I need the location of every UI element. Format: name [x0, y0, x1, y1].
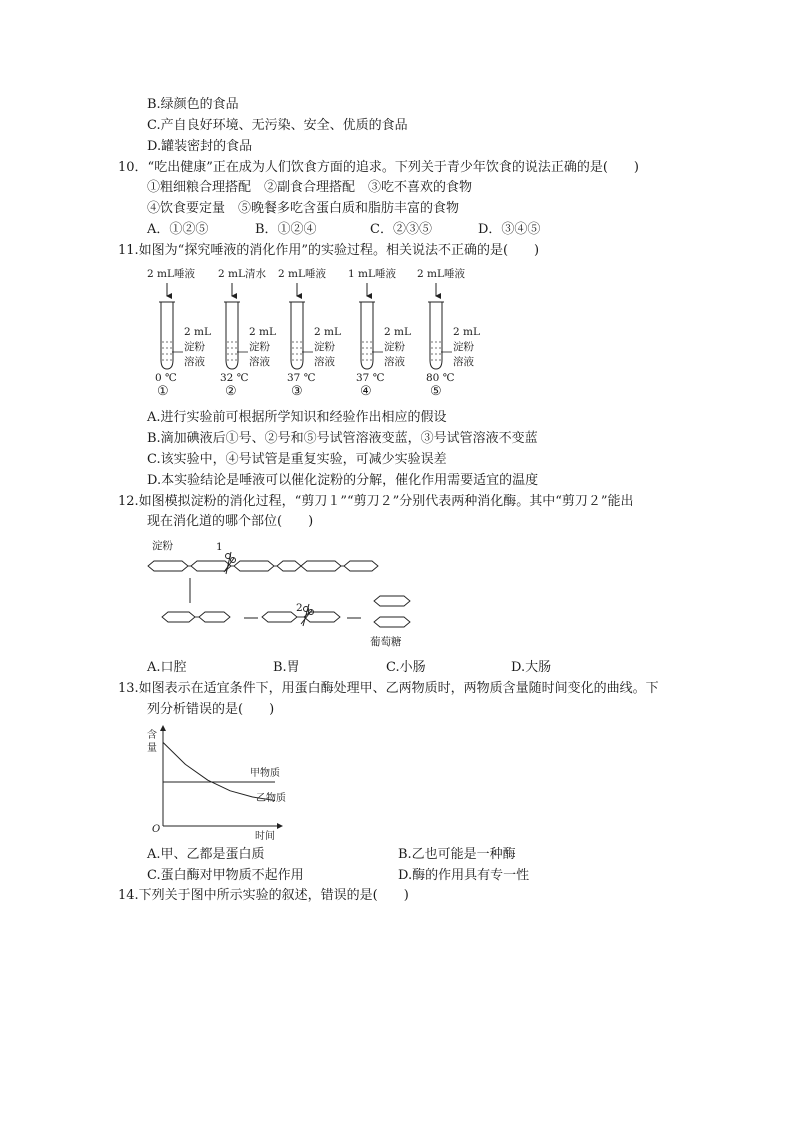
tube-4-label-3: 溶液 [384, 356, 405, 368]
q10-option-d: D．③④⑤ [478, 222, 541, 237]
tube-4-label-2: 淀粉 [384, 341, 405, 353]
tube-1-number: ① [157, 384, 169, 399]
tube-5-label-1: 2 mL [453, 326, 480, 338]
q13-option-b: B.乙也可能是一种酶 [398, 847, 516, 862]
q10-option-b: B．①②④ [255, 222, 317, 237]
glucose-label: 葡萄糖 [370, 636, 402, 648]
tube-2-label-3: 溶液 [249, 356, 270, 368]
tube-5-reagent: 2 mL唾液 [417, 268, 465, 280]
tube-5-label-3: 溶液 [453, 356, 474, 368]
q13-option-a: A.甲、乙都是蛋白质 [147, 847, 265, 862]
tube-5-temperature: 80 ℃ [426, 372, 455, 384]
tube-2-label-2: 淀粉 [249, 341, 270, 353]
tube-2-number: ② [225, 384, 237, 399]
q10-option-a: A．①②⑤ [147, 222, 209, 237]
tube-3-label-2: 淀粉 [314, 341, 335, 353]
q10-statements-2: ④饮食要定量 ⑤晚餐多吃含蛋白质和脂肪丰富的食物 [147, 201, 460, 216]
q11-stem: 11.如图为“探究唾液的消化作用”的实验过程。相关说法不正确的是( ) [118, 243, 540, 258]
q9-option-d: D.罐装密封的食品 [147, 139, 253, 154]
q12-stem-line-2: 现在消化道的哪个部位( ) [147, 514, 314, 529]
starch-label: 淀粉 [152, 540, 173, 552]
chart-xlabel: 时间 [255, 831, 275, 842]
series-label-yi: 乙物质 [256, 793, 286, 804]
tube-4-temperature: 37 ℃ [356, 372, 385, 384]
q12-option-b: B.胃 [273, 660, 300, 675]
chart-ylabel-1: 含 [147, 730, 157, 741]
q14-stem: 14.下列关于图中所示实验的叙述，错误的是( ) [118, 888, 409, 903]
q12-option-a: A.口腔 [147, 660, 187, 675]
tube-1-temperature: 0 ℃ [155, 372, 177, 384]
q13-stem-line-2: 列分析错误的是( ) [147, 702, 275, 717]
tube-3-temperature: 37 ℃ [287, 372, 316, 384]
tube-4-reagent: 1 mL唾液 [348, 268, 396, 280]
tube-5-label-2: 淀粉 [453, 341, 474, 353]
series-label-jia: 甲物质 [250, 768, 280, 779]
series-line-yi [163, 742, 275, 800]
tube-2-temperature: 32 ℃ [220, 372, 249, 384]
tube-3-reagent: 2 mL唾液 [278, 268, 326, 280]
scissor-1-label: 1 [216, 541, 223, 553]
q11-option-a: A.进行实验前可根据所学知识和经验作出相应的假设 [147, 410, 447, 425]
chart-ylabel-2: 量 [147, 743, 157, 754]
tube-1-label-1: 2 mL [184, 326, 211, 338]
tube-4-number: ④ [360, 384, 372, 399]
q13-option-d: D.酶的作用具有专一性 [398, 868, 530, 883]
tube-2-reagent: 2 mL清水 [218, 268, 266, 280]
tube-1-label-2: 淀粉 [184, 341, 205, 353]
q12-stem-line-1: 12.如图模拟淀粉的消化过程，“剪刀１”“剪刀２”分别代表两种消化酶。其中“剪刀２”能出 [118, 494, 634, 509]
chart-origin: O [152, 824, 161, 835]
scissor-2-label: 2 [296, 602, 303, 614]
q13-option-c: C.蛋白酶对甲物质不起作用 [147, 868, 304, 883]
tube-2-label-1: 2 mL [249, 326, 276, 338]
q9-option-c: C.产自良好环境、无污染、安全、优质的食品 [147, 118, 408, 133]
q11-option-d: D.本实验结论是唾液可以催化淀粉的分解，催化作用需要适宜的温度 [147, 473, 539, 488]
tube-4-label-1: 2 mL [384, 326, 411, 338]
q11-option-b: B.滴加碘液后①号、②号和⑤号试管溶液变蓝，③号试管溶液不变蓝 [147, 431, 538, 446]
tube-3-number: ③ [291, 384, 303, 399]
tube-1-label-3: 溶液 [184, 356, 205, 368]
q13-stem-line-1: 13.如图表示在适宜条件下，用蛋白酶处理甲、乙两物质时，两物质含量随时间变化的曲线。下 [118, 681, 659, 696]
q10-statements-1: ①粗细粮合理搭配 ②副食合理搭配 ③吃不喜欢的食物 [147, 180, 473, 195]
tube-3-label-1: 2 mL [314, 326, 341, 338]
q11-option-c: C.该实验中，④号试管是重复实验，可减少实验误差 [147, 452, 447, 467]
q9-option-b: B.绿颜色的食品 [147, 97, 239, 112]
q10-option-c: C．②③⑤ [370, 222, 432, 237]
tube-1-reagent: 2 mL唾液 [147, 268, 195, 280]
q12-option-c: C.小肠 [386, 660, 426, 675]
tube-5-number: ⑤ [430, 384, 442, 399]
q10-stem: 10．“吃出健康”正在成为人们饮食方面的追求。下列关于青少年饮食的说法正确的是( ) [118, 160, 639, 175]
tube-3-label-3: 溶液 [314, 356, 335, 368]
q12-option-d: D.大肠 [511, 660, 552, 675]
